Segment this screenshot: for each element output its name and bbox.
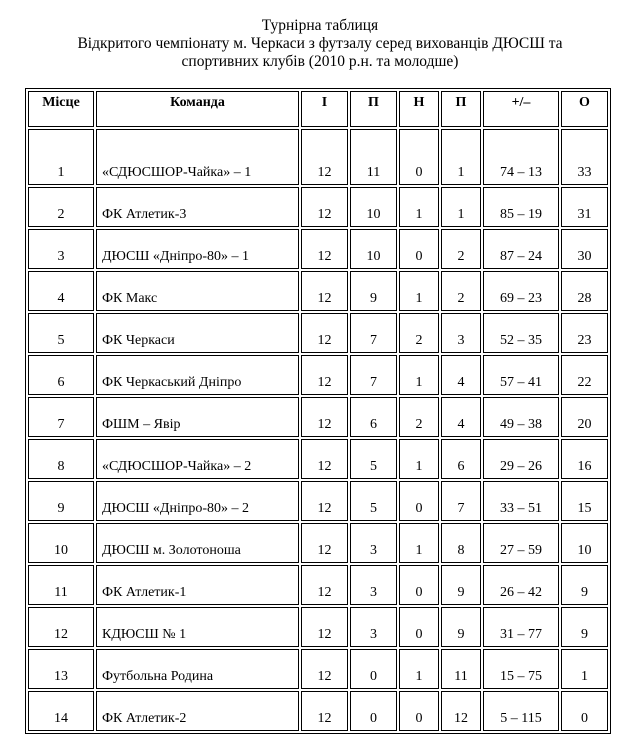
cell-draws: 1 — [399, 649, 439, 689]
cell-goals: 74 – 13 — [483, 129, 559, 185]
cell-team: Футбольна Родина — [96, 649, 299, 689]
cell-goals: 5 – 115 — [483, 691, 559, 731]
cell-wins: 0 — [350, 691, 397, 731]
cell-losses: 2 — [441, 271, 481, 311]
table-row — [28, 229, 608, 269]
title-line-1: Турнірна таблиця — [261, 17, 379, 34]
cell-draws: 2 — [399, 397, 439, 437]
cell-points: 22 — [561, 355, 608, 395]
cell-draws: 1 — [399, 355, 439, 395]
cell-wins: 3 — [350, 523, 397, 563]
header-games: І — [301, 91, 348, 127]
cell-team: ФК Черкаський Дніпро — [96, 355, 299, 395]
cell-draws: 1 — [399, 187, 439, 227]
header-row — [28, 91, 608, 127]
cell-place: 12 — [28, 607, 94, 647]
cell-games: 12 — [301, 313, 348, 353]
cell-points: 33 — [561, 129, 608, 185]
cell-wins: 5 — [350, 439, 397, 479]
cell-place: 5 — [28, 313, 94, 353]
cell-team: ФК Атлетик-1 — [96, 565, 299, 605]
cell-team: «СДЮСШОР-Чайка» – 1 — [96, 129, 299, 185]
cell-games: 12 — [301, 439, 348, 479]
cell-losses: 4 — [441, 397, 481, 437]
cell-losses: 1 — [441, 187, 481, 227]
cell-goals: 57 – 41 — [483, 355, 559, 395]
cell-losses: 7 — [441, 481, 481, 521]
cell-games: 12 — [301, 229, 348, 269]
table-row — [28, 565, 608, 605]
cell-games: 12 — [301, 565, 348, 605]
cell-team: ФК Атлетик-3 — [96, 187, 299, 227]
cell-draws: 2 — [399, 313, 439, 353]
table-row — [28, 129, 608, 185]
cell-games: 12 — [301, 355, 348, 395]
cell-team: ДЮСШ «Дніпро-80» – 2 — [96, 481, 299, 521]
cell-points: 10 — [561, 523, 608, 563]
cell-points: 15 — [561, 481, 608, 521]
table-row — [28, 691, 608, 731]
cell-place: 6 — [28, 355, 94, 395]
cell-draws: 0 — [399, 481, 439, 521]
cell-games: 12 — [301, 607, 348, 647]
cell-wins: 11 — [350, 129, 397, 185]
cell-team: ФШМ – Явір — [96, 397, 299, 437]
cell-draws: 1 — [399, 271, 439, 311]
cell-points: 9 — [561, 565, 608, 605]
cell-points: 30 — [561, 229, 608, 269]
cell-place: 10 — [28, 523, 94, 563]
cell-draws: 1 — [399, 439, 439, 479]
cell-wins: 6 — [350, 397, 397, 437]
cell-losses: 4 — [441, 355, 481, 395]
cell-draws: 0 — [399, 607, 439, 647]
header-wins: П — [350, 91, 397, 127]
cell-place: 8 — [28, 439, 94, 479]
cell-losses: 12 — [441, 691, 481, 731]
cell-goals: 85 – 19 — [483, 187, 559, 227]
cell-place: 7 — [28, 397, 94, 437]
cell-points: 20 — [561, 397, 608, 437]
cell-games: 12 — [301, 397, 348, 437]
cell-games: 12 — [301, 187, 348, 227]
cell-team: ФК Атлетик-2 — [96, 691, 299, 731]
cell-wins: 3 — [350, 565, 397, 605]
cell-wins: 7 — [350, 313, 397, 353]
cell-place: 11 — [28, 565, 94, 605]
cell-points: 16 — [561, 439, 608, 479]
cell-draws: 0 — [399, 129, 439, 185]
table-row — [28, 271, 608, 311]
cell-games: 12 — [301, 649, 348, 689]
cell-team: ДЮСШ «Дніпро-80» – 1 — [96, 229, 299, 269]
header-losses: П — [441, 91, 481, 127]
table-body — [28, 129, 608, 731]
title-line-3: спортивних клубів (2010 р.н. та молодше) — [181, 53, 459, 70]
cell-points: 9 — [561, 607, 608, 647]
cell-goals: 29 – 26 — [483, 439, 559, 479]
cell-points: 28 — [561, 271, 608, 311]
cell-place: 9 — [28, 481, 94, 521]
cell-wins: 10 — [350, 229, 397, 269]
cell-losses: 3 — [441, 313, 481, 353]
cell-games: 12 — [301, 481, 348, 521]
cell-place: 2 — [28, 187, 94, 227]
cell-wins: 3 — [350, 607, 397, 647]
cell-draws: 0 — [399, 229, 439, 269]
cell-losses: 1 — [441, 129, 481, 185]
cell-points: 31 — [561, 187, 608, 227]
header-team: Команда — [96, 91, 299, 127]
document-title — [0, 17, 640, 71]
cell-wins: 5 — [350, 481, 397, 521]
title-line-2: Відкритого чемпіонату м. Черкаси з футзалу серед вихованців ДЮСШ та — [77, 35, 563, 52]
cell-losses: 9 — [441, 607, 481, 647]
cell-points: 0 — [561, 691, 608, 731]
cell-team: ДЮСШ м. Золотоноша — [96, 523, 299, 563]
cell-place: 1 — [28, 129, 94, 185]
cell-wins: 9 — [350, 271, 397, 311]
cell-goals: 49 – 38 — [483, 397, 559, 437]
cell-losses: 11 — [441, 649, 481, 689]
table-row — [28, 355, 608, 395]
cell-goals: 33 – 51 — [483, 481, 559, 521]
cell-games: 12 — [301, 129, 348, 185]
standings-table — [25, 88, 611, 734]
header-goals: +/– — [483, 91, 559, 127]
cell-wins: 0 — [350, 649, 397, 689]
cell-wins: 10 — [350, 187, 397, 227]
header-points: О — [561, 91, 608, 127]
table-row — [28, 523, 608, 563]
cell-draws: 0 — [399, 565, 439, 605]
cell-draws: 1 — [399, 523, 439, 563]
cell-goals: 52 – 35 — [483, 313, 559, 353]
cell-team: КДЮСШ № 1 — [96, 607, 299, 647]
cell-games: 12 — [301, 523, 348, 563]
cell-games: 12 — [301, 691, 348, 731]
cell-place: 4 — [28, 271, 94, 311]
header-draws: Н — [399, 91, 439, 127]
cell-goals: 26 – 42 — [483, 565, 559, 605]
cell-losses: 8 — [441, 523, 481, 563]
table-row — [28, 313, 608, 353]
cell-draws: 0 — [399, 691, 439, 731]
cell-place: 13 — [28, 649, 94, 689]
table-row — [28, 397, 608, 437]
table-row — [28, 481, 608, 521]
header-place: Місце — [28, 91, 94, 127]
cell-team: ФК Черкаси — [96, 313, 299, 353]
cell-goals: 27 – 59 — [483, 523, 559, 563]
table-row — [28, 187, 608, 227]
cell-points: 23 — [561, 313, 608, 353]
cell-goals: 87 – 24 — [483, 229, 559, 269]
cell-losses: 9 — [441, 565, 481, 605]
table-row — [28, 607, 608, 647]
cell-wins: 7 — [350, 355, 397, 395]
cell-place: 14 — [28, 691, 94, 731]
cell-team: ФК Макс — [96, 271, 299, 311]
cell-goals: 69 – 23 — [483, 271, 559, 311]
table-row — [28, 649, 608, 689]
cell-games: 12 — [301, 271, 348, 311]
cell-goals: 15 – 75 — [483, 649, 559, 689]
cell-losses: 6 — [441, 439, 481, 479]
cell-goals: 31 – 77 — [483, 607, 559, 647]
cell-team: «СДЮСШОР-Чайка» – 2 — [96, 439, 299, 479]
cell-points: 1 — [561, 649, 608, 689]
table-row — [28, 439, 608, 479]
cell-place: 3 — [28, 229, 94, 269]
cell-losses: 2 — [441, 229, 481, 269]
